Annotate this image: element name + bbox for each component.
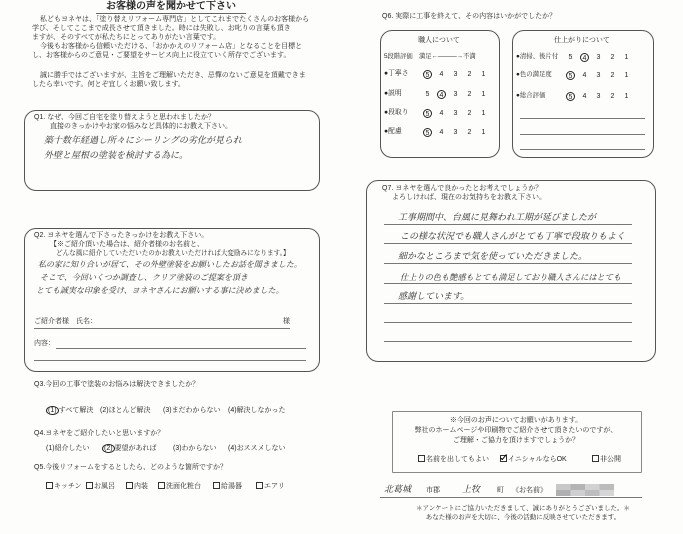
q1-question-text: なぜ、今回ご自宅を塗り替えようと思われましたか？ [47,114,216,121]
q4-option [228,445,286,453]
rating-number: 2 [610,71,615,79]
q2-question-text: ヨネヤを選んで下さったきっかけをお教え下さい。 [47,232,209,239]
referrer-content-line [56,348,306,349]
q2-handwritten-answer: 私の家に知り合いが居て、その外壁塗装をお願いしたお話を聞きました。 [38,260,302,269]
q3-option [228,407,286,415]
q3-question-text: 今回の工事で塗装のお悩みは解決できましたか？ [45,381,200,388]
address-city-handwritten: 北葛城 [384,485,412,495]
rating-selected-number: 5 [423,70,432,79]
q3-label: Q3. [34,381,46,388]
intro-line: 今後もお客様から信頼いただける、「おかかえのリフォーム店」となることを目標と [40,43,303,50]
q4-option [102,445,157,453]
q7-handwritten-answer: 仕上りの色も艶感もとても満足しており職人さんにはとても [400,272,622,282]
q7-answer-line [384,322,632,323]
rating-number: 1 [624,92,629,100]
rating-number: 2 [467,90,472,98]
publication-option-text: イニシャルならOK [508,456,567,463]
publication-option [418,455,489,464]
q5-checkbox-item [126,482,148,491]
q3-option [163,407,221,415]
rating-number: 3 [453,90,458,98]
q7-subtext: よろしければ、現在のお気持ちをお教え下さい。 [392,194,546,201]
referrer-name-suffix: 様 [283,318,290,325]
q3-option-text: 解決しなかった [236,407,286,414]
q1-subtext: 直接のきっかけやお家の悩みなど具体的にお教え下さい。 [50,123,232,130]
referrer-content-line [34,360,306,361]
q5-checkbox-item [158,482,201,491]
rating-number: 5 [425,90,430,98]
q1-handwritten-answer: 外壁と屋根の塗装を検討する為に。 [44,151,189,161]
q4-option [173,445,217,453]
rating-number: 1 [481,70,486,78]
finish-comment-line [520,134,645,135]
q5-checkbox-item [46,482,82,491]
q1-label: Q1. [34,114,46,121]
referrer-content-label: 内容： [34,340,55,347]
rating-selected-number: 5 [423,109,432,118]
q3-option [100,407,151,415]
referrer-name-line [34,328,290,329]
rating-number: 2 [467,70,472,78]
checkbox-icon [500,455,507,462]
checkbox-icon [213,482,220,489]
rating-number: 4 [582,71,587,79]
q5-question [34,464,227,472]
q3-option-number: (4) [228,407,237,414]
q3-option [46,407,93,415]
q4-question [34,430,164,438]
finish-comment-line [520,118,645,119]
q5-checkbox-item [213,482,242,491]
publication-option-text: 非公開 [600,456,621,463]
address-city-suffix: 市郡 [426,487,440,494]
q3-option-number: (3) [163,407,172,414]
rating-selected-number: 5 [423,128,432,137]
checkbox-icon [46,482,53,489]
rating-selected-number: 4 [437,90,446,99]
q7-label: Q7. [382,185,394,192]
rating-number: 1 [481,90,486,98]
q3-option-text: すべて解決 [58,407,94,414]
q4-option-number: (2) [104,445,113,452]
q3-option-text: ほとんど解決 [108,407,151,414]
q6-question [382,13,556,21]
q7-box [366,180,656,362]
q4-option-text: おススメしない [236,445,286,452]
rating-selected-number: 5 [566,92,575,101]
referrer-name-label: ご紹介者様 氏名： [34,318,97,325]
rating-number: 4 [439,70,444,78]
rating-number: 4 [439,109,444,117]
q3-option-text: まだわからない [171,407,221,414]
checkbox-icon [126,482,133,489]
q5-checkbox-item [256,482,285,491]
q7-handwritten-answer: 感謝しています。 [398,292,470,302]
finish-rating-label: ●総合評価 [516,92,546,99]
rating-number: 3 [596,53,601,61]
q1-handwritten-answer: 築十数年経過し所々にシーリングの劣化が見られ [44,136,242,146]
q4-option-number: (3) [173,445,182,452]
q5-option-text: エアリ [264,483,285,490]
rating-number: 1 [481,128,486,136]
q3-option-number: (2) [100,407,109,414]
publication-request-line: ※今回のお声についてお願いがあります。 [449,417,583,424]
craftsman-rating-label: ●丁寧さ [384,70,409,77]
rating-number: 1 [624,53,629,61]
rating-number: 2 [467,109,472,117]
rating-number: 3 [453,109,458,117]
q7-answer-line [384,303,632,304]
checkbox-icon [86,482,93,489]
address-town-handwritten: 上牧 [462,485,481,495]
rating-number: 3 [453,70,458,78]
craftsman-rating-label: ●配慮 [384,128,402,135]
q7-handwritten-answer: 工事期間中、台風に見舞われ工期が延びましたが [398,213,597,223]
q4-option [46,445,90,453]
rating-selected-number: 4 [580,53,589,62]
q7-answer-line [384,283,632,284]
q5-option-text: 内装 [134,483,148,490]
q7-answer-line [384,341,632,342]
finish-rating-label: ●色の満足度 [516,71,552,78]
q7-handwritten-answer: この様な状況でも職人さんがとても丁寧で段取りもよく [400,232,626,242]
scale-caption: 5段階評価 満足←———→不満 [384,53,476,60]
address-underline [380,497,642,498]
q3-option-number: (1) [48,407,57,414]
intro-line: し、お客様からのご意見・ご要望をサービス向上に役立ていく所存でございます。 [32,52,291,59]
rating-number: 3 [596,71,601,79]
q7-handwritten-answer: 細かなところまで気を使っていただきました。 [398,252,588,262]
q2-note: 【※ご紹介頂いた場合は、紹介者様のお名前と、 [50,241,204,248]
q4-label: Q4. [34,430,46,437]
q4-option-number: (4) [228,445,237,452]
intro-line: したら幸いです。何とぞ宜しくお願い致します。 [32,81,185,88]
rating-number: 1 [624,71,629,79]
q7-question-text: ヨネヤを選んで良かったとお考えでしょうか？ [395,185,543,192]
footer-thanks: ＊アンケートにご協力いただきまして、誠にありがとうございました。＊ [416,505,630,512]
finish-rating-label: ●清掃、後片付 [516,53,559,60]
q5-label: Q5. [34,464,46,471]
q4-option-number: (1) [46,445,55,452]
checkbox-icon [592,455,599,462]
rating-number: 2 [610,53,615,61]
footer-note: あなた様のお声を大切に、今後の活動に反映させていただきます。 [425,514,621,521]
craftsman-heading: 職人について [418,37,460,44]
checkbox-icon [256,482,263,489]
rating-number: 5 [568,53,573,61]
q7-answer-line [384,243,632,244]
rating-selected-number: 5 [566,71,575,80]
rating-number: 1 [481,109,486,117]
q4-option-text: 要望があれば [114,445,157,452]
q2-question [34,232,208,240]
q2-handwritten-answer: そこで、今回いくつか調査し、クリア塗装のご提案を頂き [40,273,248,282]
q5-option-text: 給湯器 [221,483,242,490]
q5-question-text: 今後リフォームをするとしたら、どのような箇所ですか？ [45,464,227,471]
rating-number: 4 [439,128,444,136]
q2-note: どんな風に紹介していただいたのかお教えいただければ大変励みになります。】 [56,250,290,257]
publication-option [592,455,621,464]
q6-label: Q6. [382,13,394,20]
publication-request-line: ご理解・ご協力を頂けますでしょうか？ [452,437,580,444]
publication-option [500,455,567,464]
intro-line: 私どもヨネヤは、「塗り替えリフォーム専門店」としてこれまでたくさんのお客様から [40,16,310,23]
craftsman-rating-label: ●段取り [384,109,409,116]
q7-answer-line [384,224,632,225]
q4-question-text: ヨネヤをご紹介したいと思いますか？ [45,430,165,437]
q5-checkbox-item [86,482,115,491]
q2-label: Q2. [34,232,46,239]
redacted-name [556,484,614,496]
rating-number: 4 [582,92,587,100]
name-label: 《お名前》 [512,487,547,494]
page-title: お客様の声を聞かせて下さい [96,1,246,14]
q4-option-text: わからない [181,445,217,452]
q6-question-text: 実際に工事を終えて、その内容はいかがでしたか？ [395,13,557,20]
intro-line: 学び、そしてここまで成長させて頂きました。時には失敗し、お叱りの言葉も頂き [32,25,291,32]
q5-option-text: お風呂 [94,483,115,490]
q3-question [34,381,199,389]
q7-answer-line [384,263,632,264]
rating-number: 2 [467,128,472,136]
checkbox-icon [418,455,425,462]
checkbox-icon [158,482,165,489]
q2-handwritten-answer: とても誠実な印象を受け、ヨネヤさんにお願いする事に決めました。 [36,286,284,295]
publication-request-line: 弊社のホームページや印刷物でご紹介させて頂きたいのですが、 [414,427,618,434]
craftsman-rating-label: ●説明 [384,90,402,97]
finish-heading: 仕上がりについて [554,37,610,44]
address-town-suffix: 町 [497,487,504,494]
q1-question [34,114,215,122]
rating-number: 3 [453,128,458,136]
q5-option-text: 洗面化粧台 [166,483,201,490]
intro-line: ますが、そのすべてが私たちにとってありがたい言葉です。 [32,34,221,41]
finish-comment-line [520,149,645,150]
rating-number: 2 [610,92,615,100]
rating-number: 3 [596,92,601,100]
publication-option-text: 名前を出してもよい [426,456,489,463]
q4-option-text: 紹介したい [54,445,90,452]
intro-line: 誠に勝手ではございますが、主旨をご理解いただき、忌憚のないご意見を頂戴できま [40,72,306,79]
q5-option-text: キッチン [54,483,82,490]
q7-question [382,185,542,193]
